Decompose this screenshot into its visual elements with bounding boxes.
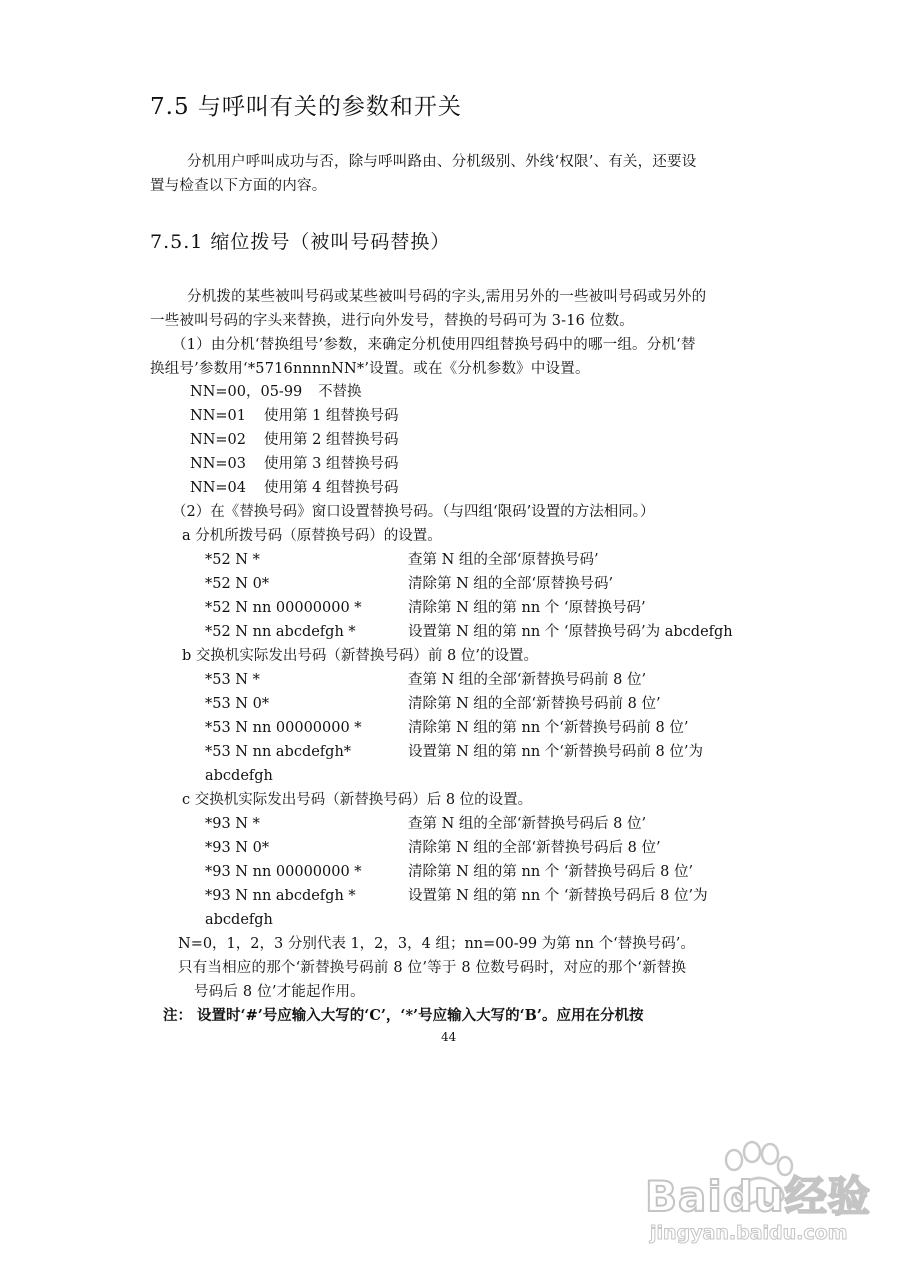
command-desc: 查第 N 组的全部‘原替换号码’ — [408, 552, 599, 568]
command-desc: 清除第 N 组的全部‘新替换号码前 8 位’ — [408, 696, 661, 712]
nn-row — [190, 452, 590, 476]
command-desc: 查第 N 组的全部‘新替换号码后 8 位’ — [408, 816, 647, 832]
command-desc: 查第 N 组的全部‘新替换号码前 8 位’ — [408, 672, 647, 688]
nn-code: NN=02 — [190, 432, 246, 448]
intro-paragraph — [150, 150, 696, 198]
nn-code: NN=04 — [190, 480, 246, 496]
command-code: *93 N nn abcdefgh * — [205, 888, 356, 904]
subsection-title: 7.5.1 缩位拨号（被叫号码替换） — [150, 231, 451, 253]
command-desc: 清除第 N 组的第 nn 个‘新替换号码前 8 位’ — [408, 720, 689, 736]
nn-code: NN=00，05-99 — [190, 384, 303, 400]
nn-desc: 使用第 3 组替换号码 — [264, 456, 399, 472]
only-note-line-2: 号码后 8 位’才能起作用。 — [194, 984, 365, 1000]
command-row — [205, 668, 765, 692]
command-code: *52 N 0* — [205, 576, 270, 592]
nn-desc: 使用第 1 组替换号码 — [264, 408, 399, 424]
nn-desc: 使用第 4 组替换号码 — [264, 480, 399, 496]
command-row — [205, 596, 765, 620]
nn-row — [190, 380, 590, 404]
command-row — [205, 572, 765, 596]
command-row — [205, 836, 765, 860]
item-1-line-2: 换组号’参数用‘*5716nnnnNN*’设置。或在《分机参数》中设置。 — [150, 361, 590, 377]
nn-row — [190, 404, 590, 428]
command-desc: 清除第 N 组的第 nn 个 ‘新替换号码后 8 位’ — [408, 864, 694, 880]
command-code: *93 N * — [205, 816, 260, 832]
item-1-paragraph — [150, 333, 696, 381]
group-c-title: c 交换机实际发出号码（新替换号码）后 8 位的设置。 — [182, 792, 533, 808]
item-2-line: （2）在《替换号码》窗口设置替换号码。（与四组‘限码’设置的方法相同。） — [172, 504, 655, 520]
command-code: *93 N 0* — [205, 840, 270, 856]
only-note-paragraph — [178, 956, 686, 1004]
command-row — [205, 812, 765, 836]
intro-line-1: 分机用户呼叫成功与否，除与呼叫路由、分机级别、外线‘权限’、有关，还要设 — [187, 154, 697, 170]
command-code: *53 N nn abcdefgh* — [205, 744, 352, 760]
footnote: 注： 设置时‘#’号应输入大写的‘C’，‘*’号应输入大写的‘B’。应用在分机按 — [163, 1007, 644, 1024]
command-code: *53 N nn 00000000 * — [205, 720, 362, 736]
watermark-url: jingyan.baidu.com — [650, 1222, 848, 1244]
command-code: *52 N * — [205, 552, 260, 568]
nn-code: NN=01 — [190, 408, 246, 424]
command-wrap: abcdefgh — [205, 912, 273, 928]
command-code: *52 N nn 00000000 * — [205, 600, 362, 616]
sub-intro-line-2: 一些被叫号码的字头来替换，进行向外发号，替换的号码可为 3-16 位数。 — [150, 313, 634, 329]
command-wrap: abcdefgh — [205, 768, 273, 784]
command-desc: 设置第 N 组的第 nn 个‘新替换号码前 8 位’为 — [408, 744, 703, 760]
nn-row — [190, 476, 590, 500]
sub-intro-paragraph — [150, 285, 706, 333]
command-row — [205, 716, 765, 740]
command-code: *53 N * — [205, 672, 260, 688]
only-note-line-1: 只有当相应的那个‘新替换号码前 8 位’等于 8 位数号码时，对应的那个‘新替换 — [178, 960, 687, 976]
command-desc: 设置第 N 组的第 nn 个 ‘新替换号码后 8 位’为 — [408, 888, 708, 904]
command-code: *53 N 0* — [205, 696, 270, 712]
command-row — [205, 860, 765, 884]
command-code: *52 N nn abcdefgh * — [205, 624, 356, 640]
nn-desc: 使用第 2 组替换号码 — [264, 432, 399, 448]
command-row — [205, 692, 765, 716]
sub-intro-line-1: 分机拨的某些被叫号码或某些被叫号码的字头,需用另外的一些被叫号码或另外的 — [187, 289, 707, 305]
command-row — [205, 548, 765, 572]
command-desc: 清除第 N 组的全部‘原替换号码’ — [408, 576, 614, 592]
command-desc: 设置第 N 组的第 nn 个 ‘原替换号码’为 abcdefgh — [408, 624, 733, 640]
nn-code: NN=03 — [190, 456, 246, 472]
watermark-brand: Baidu经验 — [645, 1172, 871, 1221]
command-desc: 清除第 N 组的第 nn 个 ‘原替换号码’ — [408, 600, 646, 616]
n-note: N=0，1，2，3 分别代表 1，2，3，4 组；nn=00-99 为第 nn 个‘替换号码’。 — [178, 936, 695, 952]
command-row — [205, 740, 765, 764]
nn-desc: 不替换 — [318, 384, 362, 400]
nn-row — [190, 428, 590, 452]
command-desc: 清除第 N 组的全部‘新替换号码后 8 位’ — [408, 840, 661, 856]
command-code: *93 N nn 00000000 * — [205, 864, 362, 880]
command-row — [205, 884, 765, 908]
page-number: 44 — [441, 1030, 457, 1044]
intro-line-2: 置与检查以下方面的内容。 — [150, 178, 327, 194]
group-b-title: b 交换机实际发出号码（新替换号码）前 8 位’的设置。 — [182, 648, 538, 664]
group-a-title: a 分机所拨号码（原替换号码）的设置。 — [182, 528, 442, 544]
command-row — [205, 620, 765, 644]
section-title: 7.5 与呼叫有关的参数和开关 — [150, 94, 462, 120]
item-1-line-1: （1）由分机‘替换组号’参数，来确定分机使用四组替换号码中的哪一组。分机‘替 — [172, 337, 696, 353]
